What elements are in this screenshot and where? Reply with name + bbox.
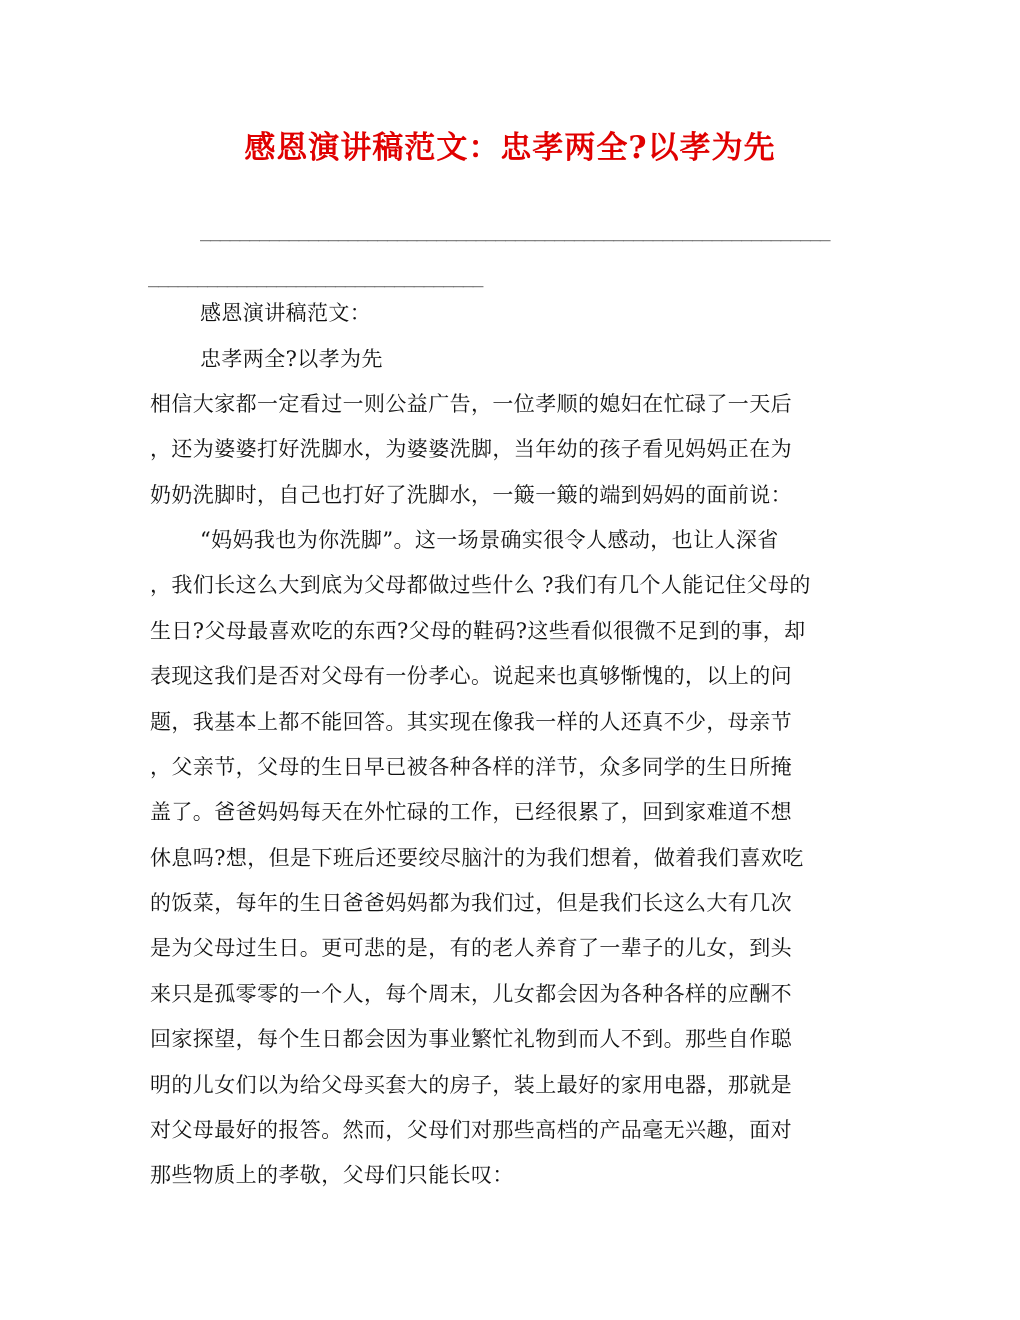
paragraph-line: “妈妈我也为你洗脚”。这一场景确实很令人感动，也让人深省 [200,528,779,552]
document-title: 感恩演讲稿范文：忠孝两全?以孝为先 [244,130,776,166]
paragraph-line: 回家探望，每个生日都会因为事业繁忙礼物到而人不到。那些自作聪 [150,1027,792,1051]
paragraph-line: ，我们长这么大到底为父母都做过些什么 ?我们有几个人能记住父母的 [150,573,811,597]
paragraph-line: 题，我基本上都不能回答。其实现在像我一样的人还真不少，母亲节 [150,710,792,734]
paragraph-line: ，还为婆婆打好洗脚水，为婆婆洗脚，当年幼的孩子看见妈妈正在为 [150,437,792,461]
paragraph-line: 对父母最好的报答。然而，父母们对那些高档的产品毫无兴趣，面对 [150,1118,792,1142]
separator-line: __________________________________ [148,268,483,288]
paragraph-line: 是为父母过生日。更可悲的是，有的老人养育了一辈子的儿女，到头 [150,936,792,960]
paragraph-line: 明的儿女们以为给父母买套大的房子，装上最好的家用电器，那就是 [150,1073,792,1097]
paragraph-line: ，父亲节，父母的生日早已被各种各样的洋节，众多同学的生日所掩 [150,755,792,779]
paragraph-line: 奶奶洗脚时，自己也打好了洗脚水，一簸一簸的端到妈妈的面前说： [150,483,792,507]
paragraph-line: 的饭菜，每年的生日爸爸妈妈都为我们过，但是我们长这么大有几次 [150,891,792,915]
paragraph-line: 那些物质上的孝敬，父母们只能长叹： [150,1163,514,1187]
paragraph-line: 生日?父母最喜欢吃的东西?父母的鞋码?这些看似很微不足到的事，却 [150,619,806,643]
paragraph-line: 盖了。爸爸妈妈每天在外忙碌的工作，已经很累了，回到家难道不想 [150,800,792,824]
subtitle-line: 忠孝两全?以孝为先 [200,347,383,371]
paragraph-line: 表现这我们是否对父母有一份孝心。说起来也真够惭愧的，以上的问 [150,664,792,688]
separator-line: ________________________________________________________________ [200,222,830,242]
paragraph-line: 相信大家都一定看过一则公益广告，一位孝顺的媳妇在忙碌了一天后 [150,392,792,416]
subtitle-line: 感恩演讲稿范文： [200,301,372,325]
paragraph-line: 来只是孤零零的一个人，每个周末，儿女都会因为各种各样的应酬不 [150,982,792,1006]
paragraph-line: 休息吗?想，但是下班后还要绞尽脑汁的为我们想着，做着我们喜欢吃 [150,846,804,870]
